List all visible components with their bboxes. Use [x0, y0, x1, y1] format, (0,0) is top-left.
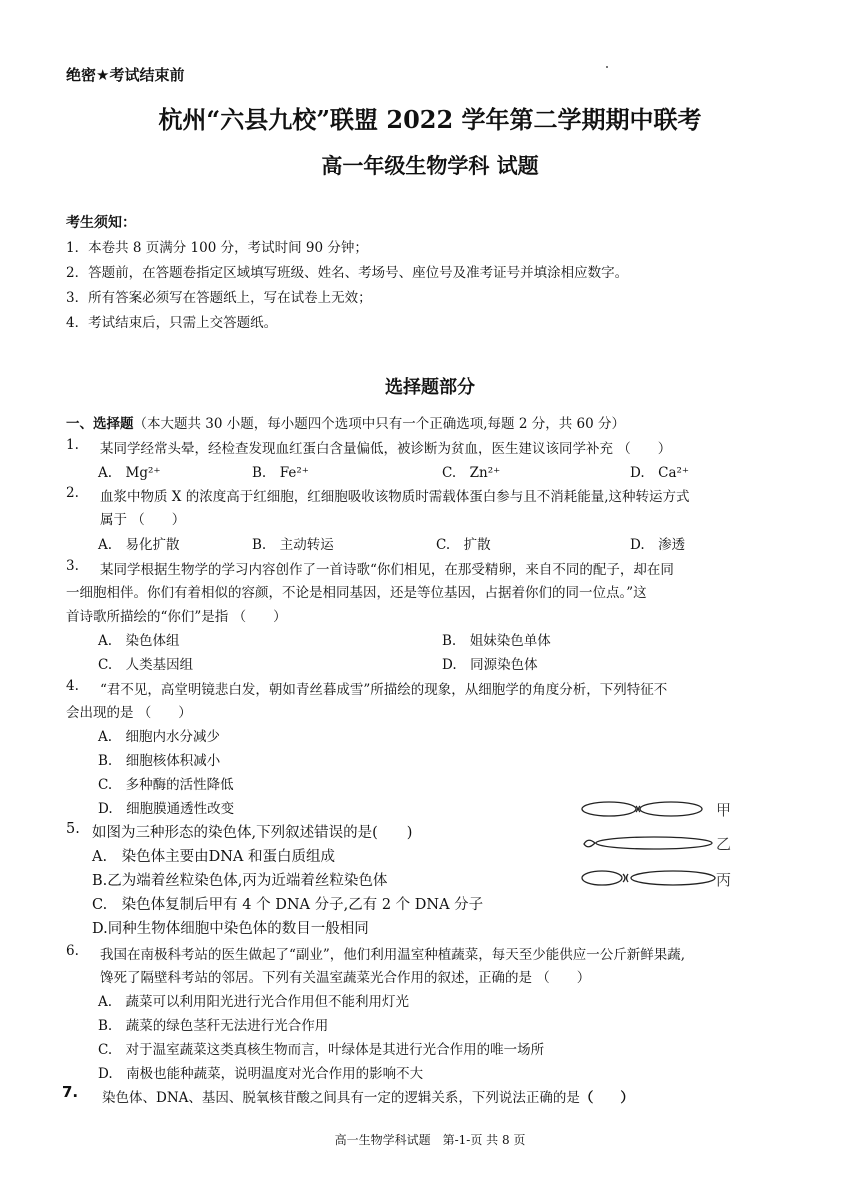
- section-title: 选择题部分: [385, 377, 475, 398]
- question-stem: 属于 （ ）: [100, 512, 186, 528]
- option: A. 染色体组: [98, 633, 180, 649]
- option: A. 细胞内水分减少: [98, 729, 221, 745]
- option: B. Fe²⁺: [252, 465, 309, 481]
- figure-label-jia: 甲: [716, 801, 732, 819]
- part-heading: [66, 412, 625, 432]
- option: B. 主动转运: [252, 537, 334, 553]
- question-stem: 如图为三种形态的染色体,下列叙述错误的是( ): [92, 825, 413, 841]
- option: D. 细胞膜通透性改变: [98, 801, 235, 817]
- question-stem: 某同学根据生物学的学习内容创作了一首诗歌“你们相见，在那受精卵，来自不同的配子，却在同: [100, 562, 674, 578]
- figure-label-yi: 乙: [716, 835, 732, 853]
- option: A. 易化扩散: [98, 537, 180, 553]
- chromosome-jia: [582, 802, 702, 816]
- chromosome-bing: [582, 871, 715, 885]
- question-number: 1.: [66, 437, 79, 453]
- chromosome-figure: [580, 794, 760, 898]
- option: A. 蔬菜可以利用阳光进行光合作用但不能利用灯光: [98, 994, 410, 1010]
- question-number: 5.: [66, 821, 80, 837]
- question-stem: 馋死了隔壁科考站的邻居。下列有关温室蔬菜光合作用的叙述，正确的是 （ ）: [100, 970, 591, 986]
- confidential-label: 绝密★考试结束前: [66, 66, 185, 84]
- chromosome-yi: [584, 837, 712, 849]
- stray-dot: [606, 66, 608, 68]
- question-stem-text: 染色体、DNA、基因、脱氧核苷酸之间具有一定的逻辑关系，下列说法正确的是: [102, 1090, 580, 1106]
- question-stem: “君不见，高堂明镜悲白发，朝如青丝暮成雪”所描绘的现象，从细胞学的角度分析，下列特征不: [100, 682, 668, 698]
- question-stem: 血浆中物质 X 的浓度高于红细胞，红细胞吸收该物质时需载体蛋白参与且不消耗能量,这种转运方式: [100, 489, 690, 505]
- option: A. 染色体主要由DNA 和蛋白质组成: [92, 849, 335, 865]
- option: B. 细胞核体积减小: [98, 753, 221, 769]
- option: D.同种生物体细胞中染色体的数目一般相同: [92, 921, 369, 937]
- option: C. 扩散: [436, 537, 491, 553]
- notice-item: 3．所有答案必须写在答题纸上，写在试卷上无效；: [66, 290, 372, 306]
- answer-bracket: （ ）: [579, 1090, 634, 1106]
- question-stem: 一细胞相伴。你们有着相似的容颜，不论是相同基因，还是等位基因，占据着你们的同一位点。”这: [66, 585, 647, 601]
- option: B.乙为端着丝粒染色体,丙为近端着丝粒染色体: [92, 873, 388, 889]
- notice-item: 2．答题前，在答题卷指定区域填写班级、姓名、考场号、座位号及准考证号并填涂相应数字。: [66, 265, 629, 281]
- option: B. 蔬菜的绿色茎秆无法进行光合作用: [98, 1018, 329, 1034]
- question-number: 4.: [66, 678, 79, 694]
- notice-heading: 考生须知：: [66, 215, 136, 231]
- option: C. Zn²⁺: [442, 465, 501, 481]
- option: D. Ca²⁺: [630, 465, 690, 481]
- option: A. Mg²⁺: [98, 465, 161, 481]
- question-number: 6.: [66, 943, 79, 959]
- part-label: 一、选择题: [66, 416, 134, 432]
- question-number: 7.: [62, 1083, 79, 1101]
- part-description: （本大题共 30 小题，每小题四个选项中只有一个正确选项,每题 2 分，共 60 分）: [133, 416, 625, 432]
- notice-item: 4．考试结束后，只需上交答题纸。: [66, 315, 278, 331]
- exam-subtitle: 高一年级生物学科 试题: [321, 153, 539, 178]
- question-stem: [102, 1086, 634, 1106]
- exam-title: 杭州“六县九校”联盟 2022 学年第二学期期中联考: [158, 105, 702, 134]
- question-stem: 会出现的是 （ ）: [66, 705, 192, 721]
- question-stem: 我国在南极科考站的医生做起了“副业”，他们利用温室种植蔬菜，每天至少能供应一公斤新鲜果蔬,: [100, 947, 686, 963]
- option: B. 姐妹染色单体: [442, 633, 551, 649]
- option: C. 对于温室蔬菜这类真核生物而言，叶绿体是其进行光合作用的唯一场所: [98, 1042, 545, 1058]
- notice-item: 1．本卷共 8 页满分 100 分，考试时间 90 分钟；: [66, 240, 368, 256]
- option: D. 南极也能种蔬菜，说明温度对光合作用的影响不大: [98, 1066, 424, 1082]
- page-footer: 高一生物学科试题 第-1-页 共 8 页: [334, 1133, 526, 1147]
- option: C. 染色体复制后甲有 4 个 DNA 分子,乙有 2 个 DNA 分子: [92, 897, 484, 913]
- figure-label-bing: 丙: [716, 871, 732, 889]
- question-stem: 某同学经常头晕，经检查发现血红蛋白含量偏低，被诊断为贫血，医生建议该同学补充 （ ）: [100, 441, 672, 457]
- question-number: 2.: [66, 485, 79, 501]
- question-stem: 首诗歌所描绘的“你们”是指 （ ）: [66, 609, 287, 625]
- option: C. 多种酶的活性降低: [98, 777, 234, 793]
- option: C. 人类基因组: [98, 657, 194, 673]
- option: D. 渗透: [630, 537, 686, 553]
- option: D. 同源染色体: [442, 657, 538, 673]
- question-number: 3.: [66, 558, 79, 574]
